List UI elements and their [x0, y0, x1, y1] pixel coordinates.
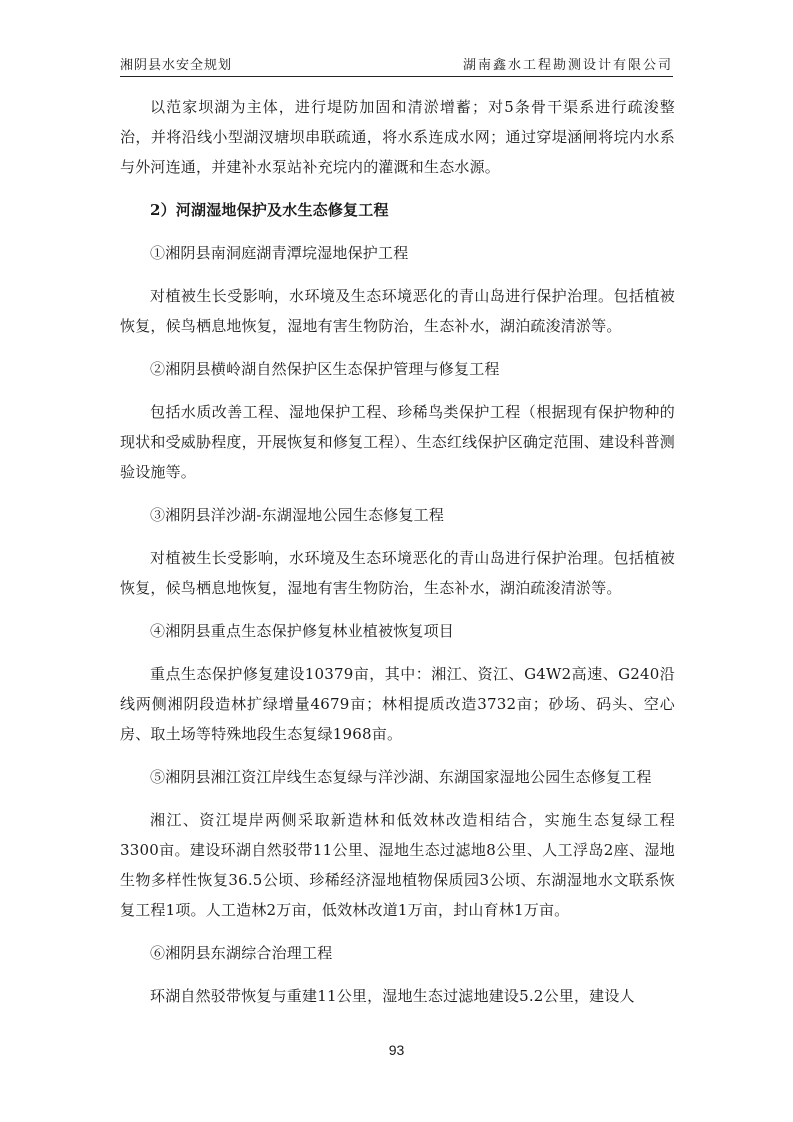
item-2-body: 包括水质改善工程、湿地保护工程、珍稀鸟类保护工程（根据现有保护物种的现状和受威胁程度，开展恢复和修复工程）、生态红线保护区确定范围、建设科普测验设施等。 [120, 403, 675, 481]
header-company-name: 湖南鑫水工程勘测设计有限公司 [462, 58, 673, 73]
item-1-body: 对植被生长受影响，水环境及生态环境恶化的青山岛进行保护治理。包括植被恢复，候鸟栖息地恢复，湿地有害生物防治，生态补水，湖泊疏浚清淤等。 [120, 287, 675, 335]
item-4-body: 重点生态保护修复建设10379亩，其中：湘江、资江、G4W2高速、G240沿线两侧湘阴段造林扩绿增量4679亩；林相提质改造3732亩；砂场、码头、空心房、取土场等特殊地段生态复绿1968亩。 [120, 665, 675, 743]
header-document-title: 湘阴县水安全规划 [120, 58, 233, 73]
item-5-body: 湘江、资江堤岸两侧采取新造林和低效林改造相结合，实施生态复绿工程3300亩。建设环湖自然驳带11公里、湿地生态过滤地8公里、人工浮岛2座、湿地生物多样性恢复36.5公顷、珍稀经济湿地植物保质园3公顷、东湖湿地水文联系恢复工程1项。人工造林2万亩，低效林改道1万亩，封山育林1万亩。 [120, 811, 675, 919]
page-number: 93 [388, 1042, 405, 1058]
item-6-title: ⑥湘阴县东湖综合治理工程 [150, 944, 333, 962]
paragraph-fanjiaba-lake: 以范家坝湖为主体，进行堤防加固和清淤增蓄；对5条骨干渠系进行疏浚整治，并将沿线小型湖汊塘坝串联疏通，将水系连成水网；通过穿堤涵闸将垸内水系与外河连通，并建补水泵站补充垸内的灌溉和生态水源。 [120, 98, 675, 176]
item-6-body: 环湖自然驳带恢复与重建11公里，湿地生态过滤地建设5.2公里，建设人 [150, 987, 635, 1005]
item-3-title: ③湘阴县洋沙湖-东湖湿地公园生态修复工程 [150, 506, 445, 524]
item-2-title: ②湘阴县横岭湖自然保护区生态保护管理与修复工程 [150, 360, 500, 378]
item-3-body: 对植被生长受影响，水环境及生态环境恶化的青山岛进行保护治理。包括植被恢复，候鸟栖息地恢复，湿地有害生物防治，生态补水，湖泊疏浚清淤等。 [120, 549, 675, 597]
item-4-title: ④湘阴县重点生态保护修复林业植被恢复项目 [150, 622, 455, 640]
document-body [120, 92, 675, 1024]
page-header [120, 54, 673, 77]
item-1-title: ①湘阴县南洞庭湖青潭垸湿地保护工程 [150, 244, 409, 262]
item-5-title: ⑤湘阴县湘江资江岸线生态复绿与洋沙湖、东湖国家湿地公园生态修复工程 [150, 768, 652, 786]
section-heading-wetland-protection: 2）河湖湿地保护及水生态修复工程 [150, 201, 389, 219]
